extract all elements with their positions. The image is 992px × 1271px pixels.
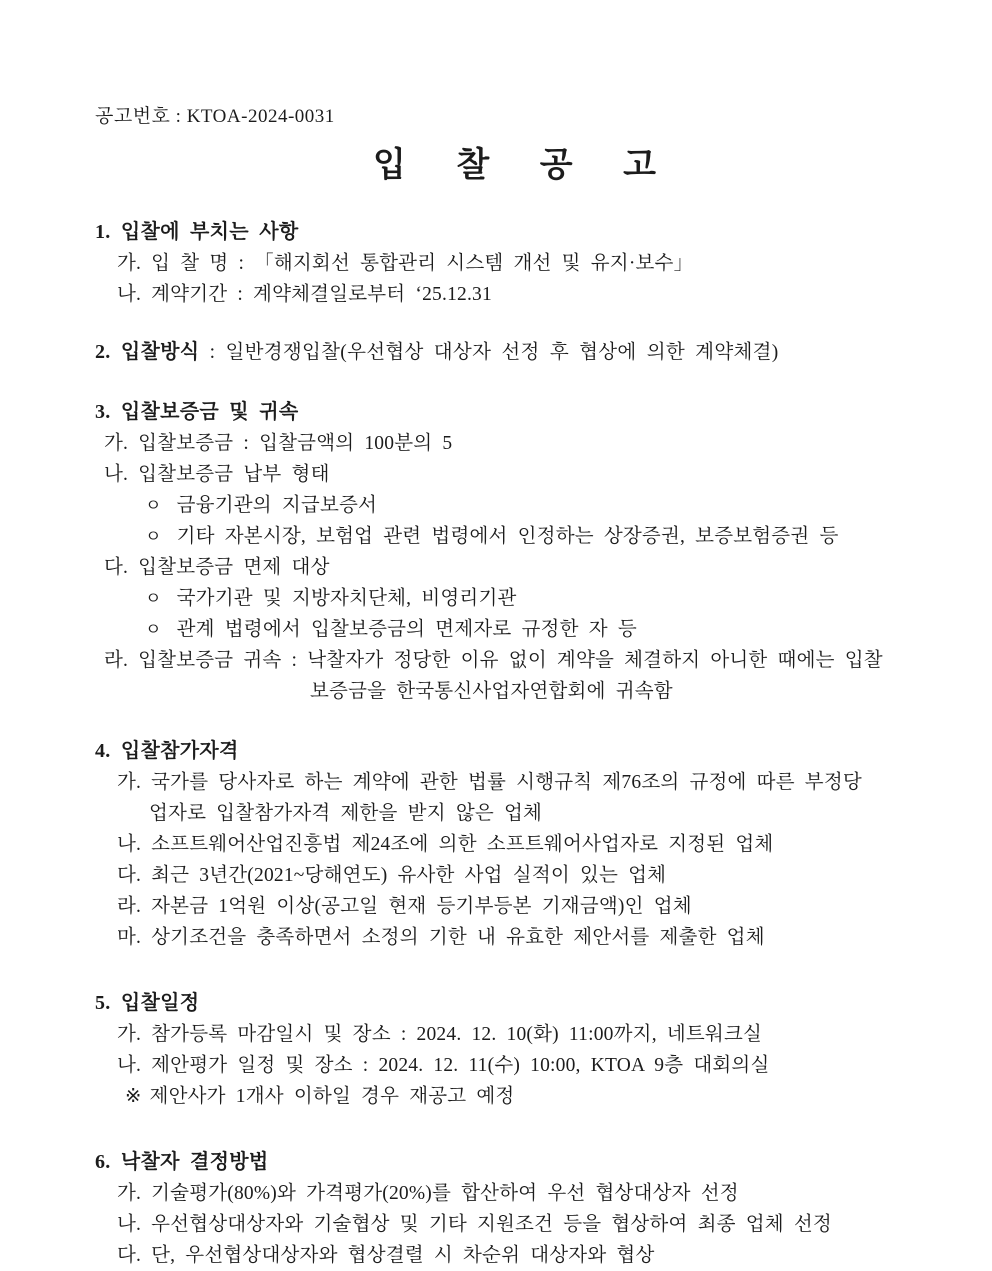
bullet-text: 금융기관의 지급보증서: [176, 495, 378, 516]
section-award-method: [95, 1147, 934, 1271]
item-label: 나.: [117, 1214, 142, 1235]
item-qualification-d: [95, 891, 934, 922]
circle-bullet-icon: ㅇ: [145, 589, 162, 608]
item-label: 나.: [117, 834, 142, 855]
bullet-text: 기타 자본시장, 보험업 관련 법령에서 인정하는 상장증권, 보증보험증권 등: [176, 526, 839, 547]
item-text: 입 찰 명 : 「해지회선 통합관리 시스템 개선 및 유지·보수」: [151, 253, 694, 274]
item-text: 입찰보증금 귀속 : 낙찰자가 정당한 이유 없이 계약을 체결하지 아니한 때에는 입찰: [138, 650, 883, 671]
item-text: 입찰보증금 면제 대상: [138, 557, 330, 578]
item-text: 단, 우선협상대상자와 협상결렬 시 차순위 대상자와 협상: [151, 1245, 655, 1266]
item-label: 나.: [104, 464, 129, 485]
item-text: 계약기간 : 계약체결일로부터 ‘25.12.31: [151, 284, 492, 305]
section-heading: 1. 입찰에 부치는 사항: [95, 221, 299, 243]
item-label: 라.: [117, 896, 142, 917]
notice-number: 공고번호 : KTOA-2024-0031: [95, 106, 335, 127]
item-text: 제안사가 1개사 이하일 경우 재공고 예정: [149, 1086, 515, 1107]
item-qualification-a: [95, 767, 934, 798]
bullet-item: [95, 521, 934, 552]
circle-bullet-icon: ㅇ: [145, 620, 162, 639]
item-bond-amount: [95, 428, 934, 459]
item-reannouncement-note: [95, 1081, 934, 1112]
item-text: 참가등록 마감일시 및 장소 : 2024. 12. 10(화) 11:00까지, 네트워크실: [151, 1024, 763, 1045]
item-text: 제안평가 일정 및 장소 : 2024. 12. 11(수) 10:00, KTOA 9층 대회의실: [151, 1055, 770, 1076]
item-registration-deadline: [95, 1019, 934, 1050]
reference-mark-icon: ※: [125, 1086, 142, 1107]
bullet-item: [95, 583, 934, 614]
section-bid-subject: [95, 217, 934, 310]
item-award-c: [95, 1240, 934, 1271]
item-text: 소프트웨어산업진흥법 제24조에 의한 소프트웨어사업자로 지정된 업체: [151, 834, 774, 855]
circle-bullet-icon: ㅇ: [145, 527, 162, 546]
item-bond-exemption: [95, 552, 934, 583]
item-text: 상기조건을 충족하면서 소정의 기한 내 유효한 제안서를 제출한 업체: [151, 927, 765, 948]
item-label: 가.: [117, 1183, 142, 1204]
section-bid-bond: [95, 397, 934, 707]
section-heading: 6. 낙찰자 결정방법: [95, 1151, 269, 1173]
item-continuation: 업자로 입찰참가자격 제한을 받지 않은 업체: [149, 803, 543, 824]
item-text: 입찰보증금 납부 형태: [138, 464, 330, 485]
item-label: 가.: [117, 772, 142, 793]
item-label: 나.: [117, 284, 142, 305]
section-schedule: [95, 988, 934, 1112]
section-heading: [95, 337, 934, 368]
item-label: 가.: [117, 1024, 142, 1045]
item-bid-name: [95, 248, 934, 279]
heading-bold: 2. 입찰방식: [95, 341, 200, 363]
heading-detail: : 일반경쟁입찰(우선협상 대상자 선정 후 협상에 의한 계약체결): [199, 342, 779, 363]
bullet-item: [95, 614, 934, 645]
item-label: 다.: [117, 1245, 142, 1266]
item-label: 라.: [104, 650, 129, 671]
item-text: 기술평가(80%)와 가격평가(20%)를 합산하여 우선 협상대상자 선정: [151, 1183, 739, 1204]
item-label: 가.: [104, 433, 129, 454]
item-text: 입찰보증금 : 입찰금액의 100분의 5: [138, 433, 453, 454]
section-qualification: [95, 736, 934, 953]
item-qualification-e: [95, 922, 934, 953]
item-label: 다.: [104, 557, 129, 578]
document-title: 입 찰 공 고: [373, 147, 673, 184]
item-qualification-c: [95, 860, 934, 891]
item-bond-forfeiture: [95, 645, 934, 676]
item-text: 국가를 당사자로 하는 계약에 관한 법률 시행규칙 제76조의 규정에 따른 부정당: [151, 772, 862, 793]
item-label: 마.: [117, 927, 142, 948]
item-award-b: [95, 1209, 934, 1240]
item-continuation: 보증금을 한국통신사업자연합회에 귀속함: [310, 681, 673, 702]
item-bond-payment-form: [95, 459, 934, 490]
item-label: 다.: [117, 865, 142, 886]
item-contract-period: [95, 279, 934, 310]
item-qualification-b: [95, 829, 934, 860]
section-heading: 5. 입찰일정: [95, 992, 200, 1014]
item-text: 자본금 1억원 이상(공고일 현재 등기부등본 기재금액)인 업체: [151, 896, 692, 917]
section-heading: 4. 입찰참가자격: [95, 740, 239, 762]
item-label: 나.: [117, 1055, 142, 1076]
section-heading: 3. 입찰보증금 및 귀속: [95, 401, 299, 423]
item-text: 최근 3년간(2021~당해연도) 유사한 사업 실적이 있는 업체: [151, 865, 667, 886]
bullet-item: [95, 490, 934, 521]
item-label: 가.: [117, 253, 142, 274]
bullet-text: 관계 법령에서 입찰보증금의 면제자로 규정한 자 등: [176, 619, 637, 640]
item-text: 우선협상대상자와 기술협상 및 기타 지원조건 등을 협상하여 최종 업체 선정: [151, 1214, 832, 1235]
item-award-a: [95, 1178, 934, 1209]
section-bid-method: [95, 337, 934, 368]
item-evaluation-schedule: [95, 1050, 934, 1081]
circle-bullet-icon: ㅇ: [145, 496, 162, 515]
bullet-text: 국가기관 및 지방자치단체, 비영리기관: [176, 588, 517, 609]
